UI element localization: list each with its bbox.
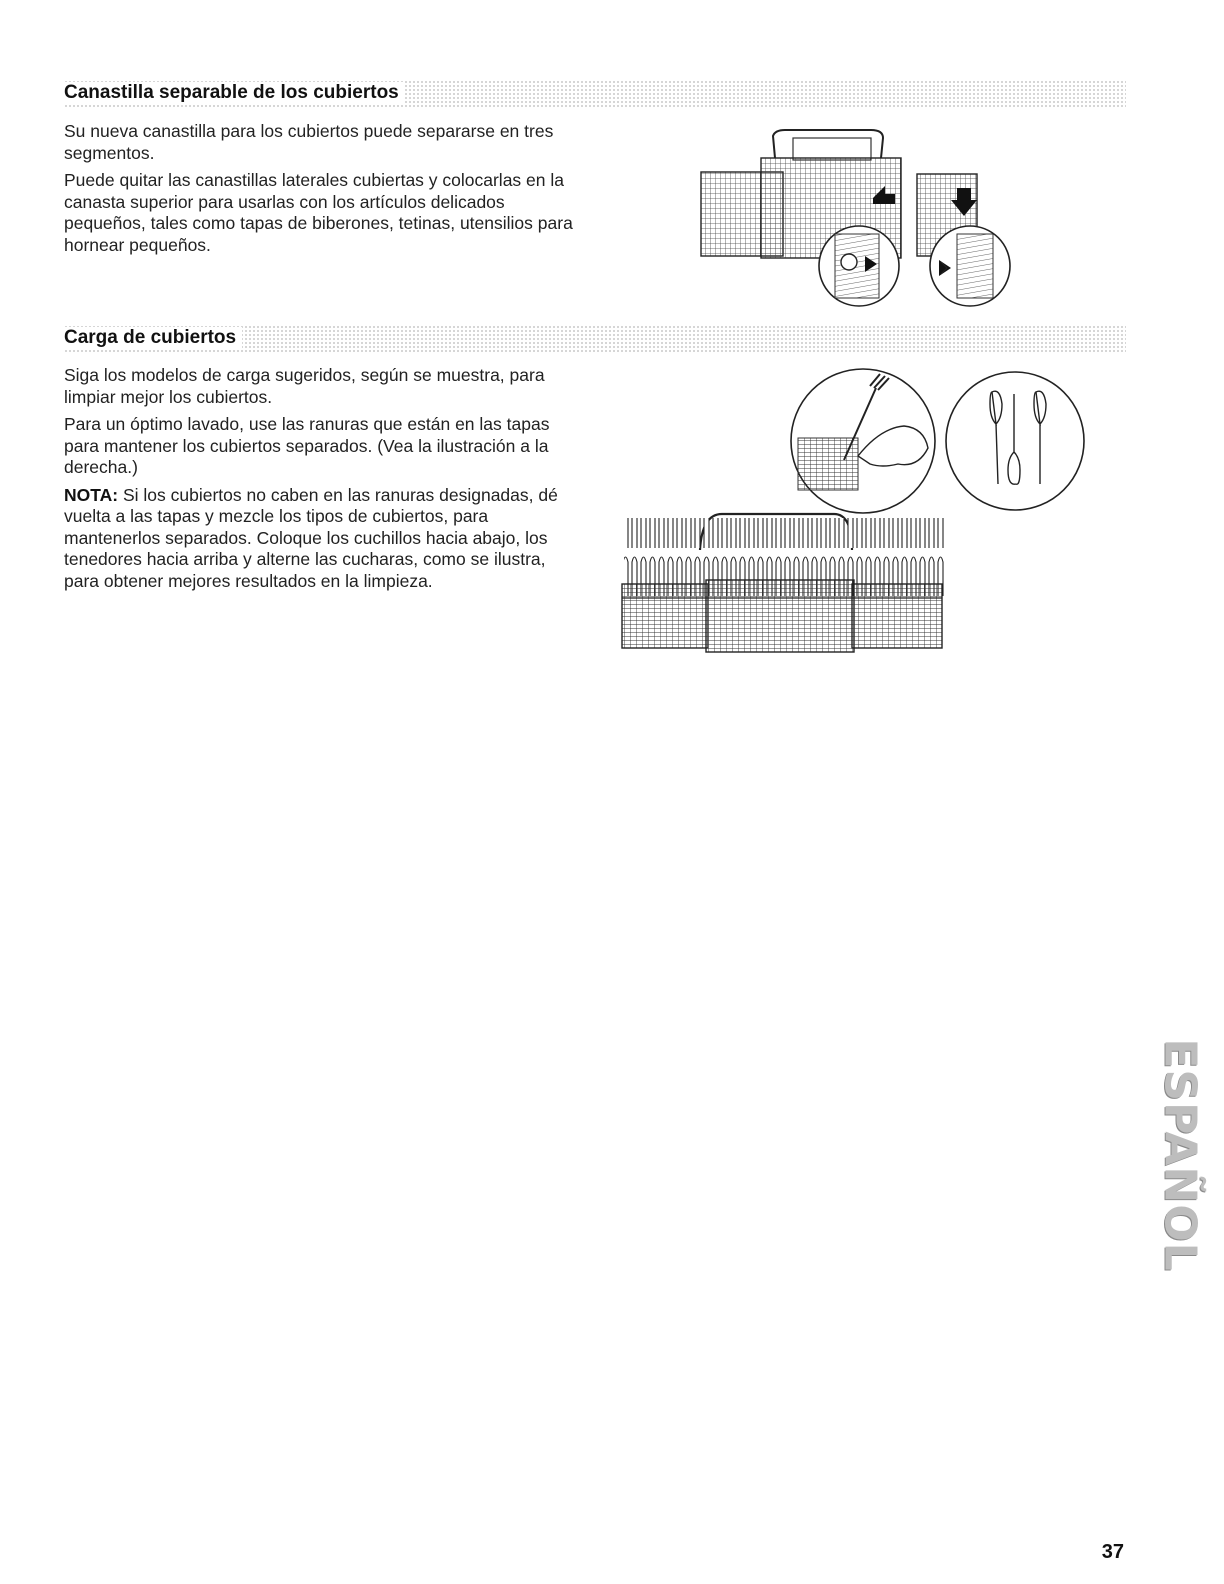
section-header-separable-basket [64,80,1126,108]
paragraph: Puede quitar las canastillas laterales cubiertas y colocarlas en la canasta superior para usarlas con los artículos delicados pequeños, tales como tapas de biberones, tetinas, utensilios para hornear pequeños. [64,170,573,255]
note-paragraph [64,485,584,593]
language-label: ESPAÑOL [1154,1038,1206,1272]
note-label: NOTA: [64,484,119,505]
paragraph: Siga los modelos de carga sugeridos, según se muestra, para limpiar mejor los cubiertos. [64,365,545,407]
section-body-loading-silverware [64,365,584,598]
section-title: Canastilla separable de los cubiertos [64,82,405,104]
paragraph: Su nueva canastilla para los cubiertos puede separarse en tres segmentos. [64,121,554,163]
section-title: Carga de cubiertos [64,327,242,349]
note-text: Si los cubiertos no caben en las ranuras designadas, dé vuelta a las tapas y mezcle los tipos de cubiertos, para mantenerlos separados. Coloque los cuchillos hacia abajo, los tenedores hacia arriba y alterne las cucharas, como se ilustra, para obtener mejores resultados en la limpieza. [64,484,558,591]
section-header-loading-silverware [64,325,1126,353]
section-body-separable-basket [64,121,584,262]
paragraph: Para un óptimo lavado, use las ranuras que están en las tapas para mantener los cubiertos separados. (Vea la ilustración a la derecha.) [64,414,550,477]
language-side-tab [1150,1038,1210,1272]
separable-basket-illustration [695,128,1025,308]
page-number: 37 [1101,1541,1124,1563]
silverware-loading-illustration [612,368,1087,658]
